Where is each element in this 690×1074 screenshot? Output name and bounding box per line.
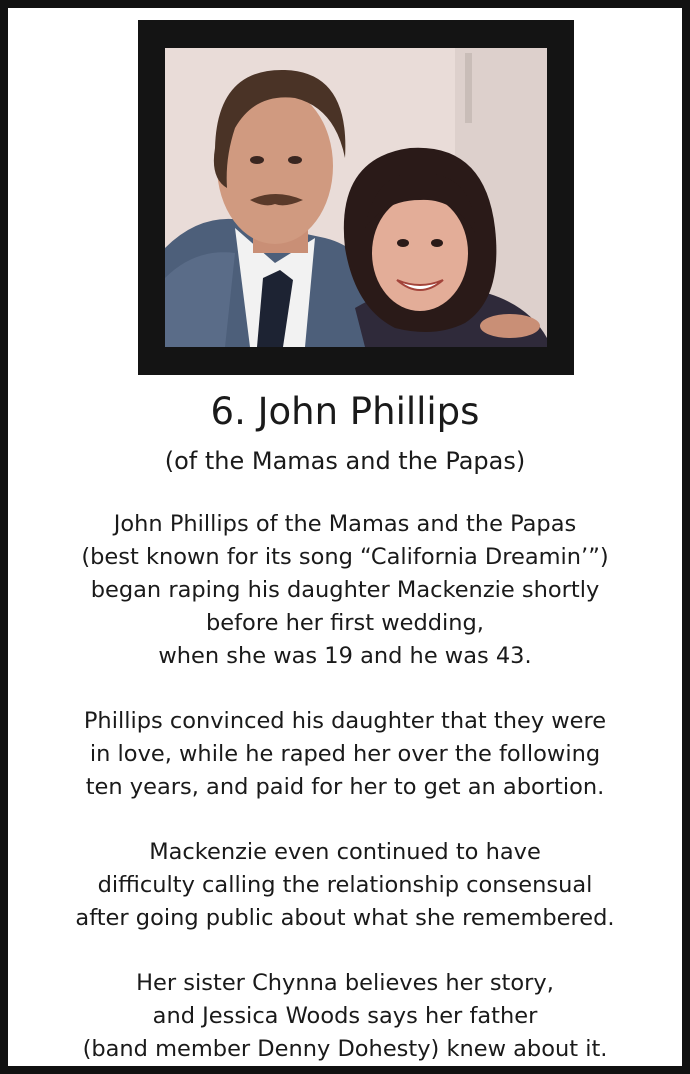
photo-frame xyxy=(138,20,574,375)
article-body xyxy=(14,508,676,1066)
text-line: began raping his daughter Mackenzie shortly xyxy=(90,577,600,603)
text-line: difficulty calling the relationship consensual xyxy=(97,872,593,898)
text-line: Mackenzie even continued to have xyxy=(149,839,541,865)
paragraph xyxy=(14,705,676,804)
portrait-photo xyxy=(165,48,547,347)
text-line: ten years, and paid for her to get an abortion. xyxy=(85,774,605,800)
text-line: when she was 19 and he was 43. xyxy=(158,643,532,669)
page-subtitle: (of the Mamas and the Papas) xyxy=(164,447,526,475)
text-line: (band member Denny Dohesty) knew about it. xyxy=(82,1036,608,1062)
paragraph xyxy=(14,836,676,935)
text-line: (best known for its song “California Dreamin’”) xyxy=(81,544,609,570)
text-line: and Jessica Woods says her father xyxy=(152,1003,538,1029)
page-title: 6. John Phillips xyxy=(210,390,480,433)
text-line: in love, while he raped her over the following xyxy=(89,741,601,767)
paragraph xyxy=(14,967,676,1066)
text-line: Phillips convinced his daughter that they were xyxy=(83,708,607,734)
text-line: Her sister Chynna believes her story, xyxy=(136,970,554,996)
text-line: after going public about what she remembered. xyxy=(75,905,615,931)
paragraph xyxy=(14,508,676,673)
text-line: John Phillips of the Mamas and the Papas xyxy=(113,511,577,537)
text-line: before her first wedding, xyxy=(206,610,484,636)
